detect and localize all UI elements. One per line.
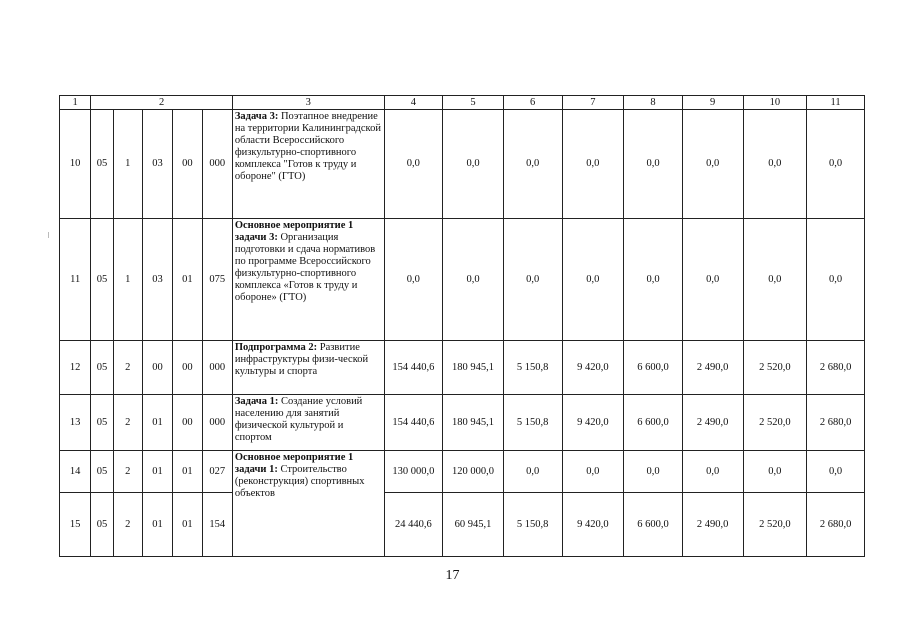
header-row xyxy=(60,96,865,110)
code-cell: 00 xyxy=(173,110,202,219)
value-cell: 0,0 xyxy=(384,110,443,219)
description-bold: Основное мероприятие 1 задачи 3: xyxy=(234,220,354,243)
value-cell: 0,0 xyxy=(624,110,683,219)
row-number: 13 xyxy=(60,395,91,451)
value-cell: 0,0 xyxy=(384,219,443,341)
description-bold: Подпрограмма 2: xyxy=(234,342,318,353)
value-cell: 2 490,0 xyxy=(682,395,743,451)
value-cell: 0,0 xyxy=(743,451,807,493)
value-cell: 0,0 xyxy=(624,451,683,493)
value-cell: 180 945,1 xyxy=(443,395,504,451)
table-row xyxy=(60,493,865,557)
value-cell: 0,0 xyxy=(682,110,743,219)
value-cell: 0,0 xyxy=(807,451,865,493)
value-cell: 2 680,0 xyxy=(807,341,865,395)
value-cell: 0,0 xyxy=(624,219,683,341)
value-cell: 9 420,0 xyxy=(562,493,624,557)
description-cell xyxy=(232,219,384,341)
value-cell: 0,0 xyxy=(503,219,562,341)
value-cell: 0,0 xyxy=(562,451,624,493)
row-number: 15 xyxy=(60,493,91,557)
value-cell: 180 945,1 xyxy=(443,341,504,395)
table-row xyxy=(60,341,865,395)
header-cell: 3 xyxy=(232,96,384,110)
code-cell: 1 xyxy=(113,219,142,341)
description-cell xyxy=(232,395,384,451)
code-cell: 03 xyxy=(142,110,172,219)
value-cell: 5 150,8 xyxy=(503,341,562,395)
value-cell: 120 000,0 xyxy=(443,451,504,493)
description-text: Строительство (реконструкция) спортивных объектов xyxy=(234,464,365,499)
header-cell: 4 xyxy=(384,96,443,110)
value-cell: 0,0 xyxy=(503,451,562,493)
value-cell: 9 420,0 xyxy=(562,395,624,451)
header-cell: 2 xyxy=(91,96,233,110)
code-cell: 01 xyxy=(142,395,172,451)
description-bold: Основное мероприятие 1 задачи 1: xyxy=(234,452,354,475)
row-number: 10 xyxy=(60,110,91,219)
value-cell: 5 150,8 xyxy=(503,493,562,557)
header-cell: 10 xyxy=(743,96,807,110)
value-cell: 0,0 xyxy=(562,219,624,341)
code-cell: 1 xyxy=(113,110,142,219)
value-cell: 60 945,1 xyxy=(443,493,504,557)
row-number: 14 xyxy=(60,451,91,493)
table-row xyxy=(60,110,865,219)
code-cell: 2 xyxy=(113,451,142,493)
value-cell: 0,0 xyxy=(503,110,562,219)
value-cell: 2 490,0 xyxy=(682,493,743,557)
description-cell xyxy=(232,451,384,557)
header-cell: 6 xyxy=(503,96,562,110)
code-cell: 00 xyxy=(173,395,202,451)
code-cell: 01 xyxy=(142,493,172,557)
budget-table xyxy=(59,95,865,557)
code-cell: 027 xyxy=(202,451,232,493)
description-cell xyxy=(232,110,384,219)
value-cell: 2 490,0 xyxy=(682,341,743,395)
value-cell: 0,0 xyxy=(807,219,865,341)
header-cell: 1 xyxy=(60,96,91,110)
row-number: 11 xyxy=(60,219,91,341)
value-cell: 0,0 xyxy=(443,110,504,219)
description-text: Организация подготовки и сдача нормативов по программе Всероссийского физкультурно-спортивного комплекса «Готов к труду и обороне» (ГТО) xyxy=(234,232,376,303)
code-cell: 01 xyxy=(173,219,202,341)
value-cell: 2 680,0 xyxy=(807,395,865,451)
value-cell: 6 600,0 xyxy=(624,341,683,395)
code-cell: 000 xyxy=(202,341,232,395)
value-cell: 24 440,6 xyxy=(384,493,443,557)
value-cell: 9 420,0 xyxy=(562,341,624,395)
value-cell: 0,0 xyxy=(562,110,624,219)
value-cell: 2 520,0 xyxy=(743,493,807,557)
code-cell: 00 xyxy=(173,341,202,395)
code-cell: 000 xyxy=(202,395,232,451)
value-cell: 0,0 xyxy=(443,219,504,341)
code-cell: 05 xyxy=(91,110,113,219)
value-cell: 154 440,6 xyxy=(384,395,443,451)
code-cell: 01 xyxy=(173,493,202,557)
value-cell: 130 000,0 xyxy=(384,451,443,493)
code-cell: 01 xyxy=(173,451,202,493)
value-cell: 6 600,0 xyxy=(624,493,683,557)
code-cell: 05 xyxy=(91,451,113,493)
code-cell: 075 xyxy=(202,219,232,341)
value-cell: 0,0 xyxy=(743,110,807,219)
value-cell: 6 600,0 xyxy=(624,395,683,451)
code-cell: 05 xyxy=(91,395,113,451)
header-cell: 11 xyxy=(807,96,865,110)
code-cell: 000 xyxy=(202,110,232,219)
value-cell: 5 150,8 xyxy=(503,395,562,451)
header-cell: 8 xyxy=(624,96,683,110)
value-cell: 0,0 xyxy=(682,451,743,493)
value-cell: 2 520,0 xyxy=(743,395,807,451)
code-cell: 00 xyxy=(142,341,172,395)
description-cell xyxy=(232,341,384,395)
code-cell: 03 xyxy=(142,219,172,341)
table-row xyxy=(60,219,865,341)
code-cell: 2 xyxy=(113,395,142,451)
table-row xyxy=(60,395,865,451)
value-cell: 0,0 xyxy=(807,110,865,219)
code-cell: 05 xyxy=(91,219,113,341)
description-text: Развитие инфраструктуры физи-ческой культуры и спорта xyxy=(234,342,369,377)
code-cell: 154 xyxy=(202,493,232,557)
description-bold: Задача 1: xyxy=(234,396,279,407)
description-text: Поэтапное внедрение на территории Калининградской области Всероссийского физкультурно-спортивного комплекса "Готов к труду и обороне" (ГТО) xyxy=(234,111,381,182)
description-text: Создание условий населению для занятий физической культурой и спортом xyxy=(234,396,363,443)
description-bold: Задача 3: xyxy=(234,111,279,122)
header-cell: 7 xyxy=(562,96,624,110)
code-cell: 01 xyxy=(142,451,172,493)
code-cell: 2 xyxy=(113,341,142,395)
code-cell: 05 xyxy=(91,341,113,395)
table-row xyxy=(60,451,865,493)
code-cell: 05 xyxy=(91,493,113,557)
header-cell: 9 xyxy=(682,96,743,110)
header-cell: 5 xyxy=(443,96,504,110)
value-cell: 154 440,6 xyxy=(384,341,443,395)
value-cell: 2 520,0 xyxy=(743,341,807,395)
page-number: 17 xyxy=(445,568,460,583)
row-number: 12 xyxy=(60,341,91,395)
value-cell: 2 680,0 xyxy=(807,493,865,557)
value-cell: 0,0 xyxy=(682,219,743,341)
margin-mark xyxy=(48,232,49,238)
value-cell: 0,0 xyxy=(743,219,807,341)
code-cell: 2 xyxy=(113,493,142,557)
